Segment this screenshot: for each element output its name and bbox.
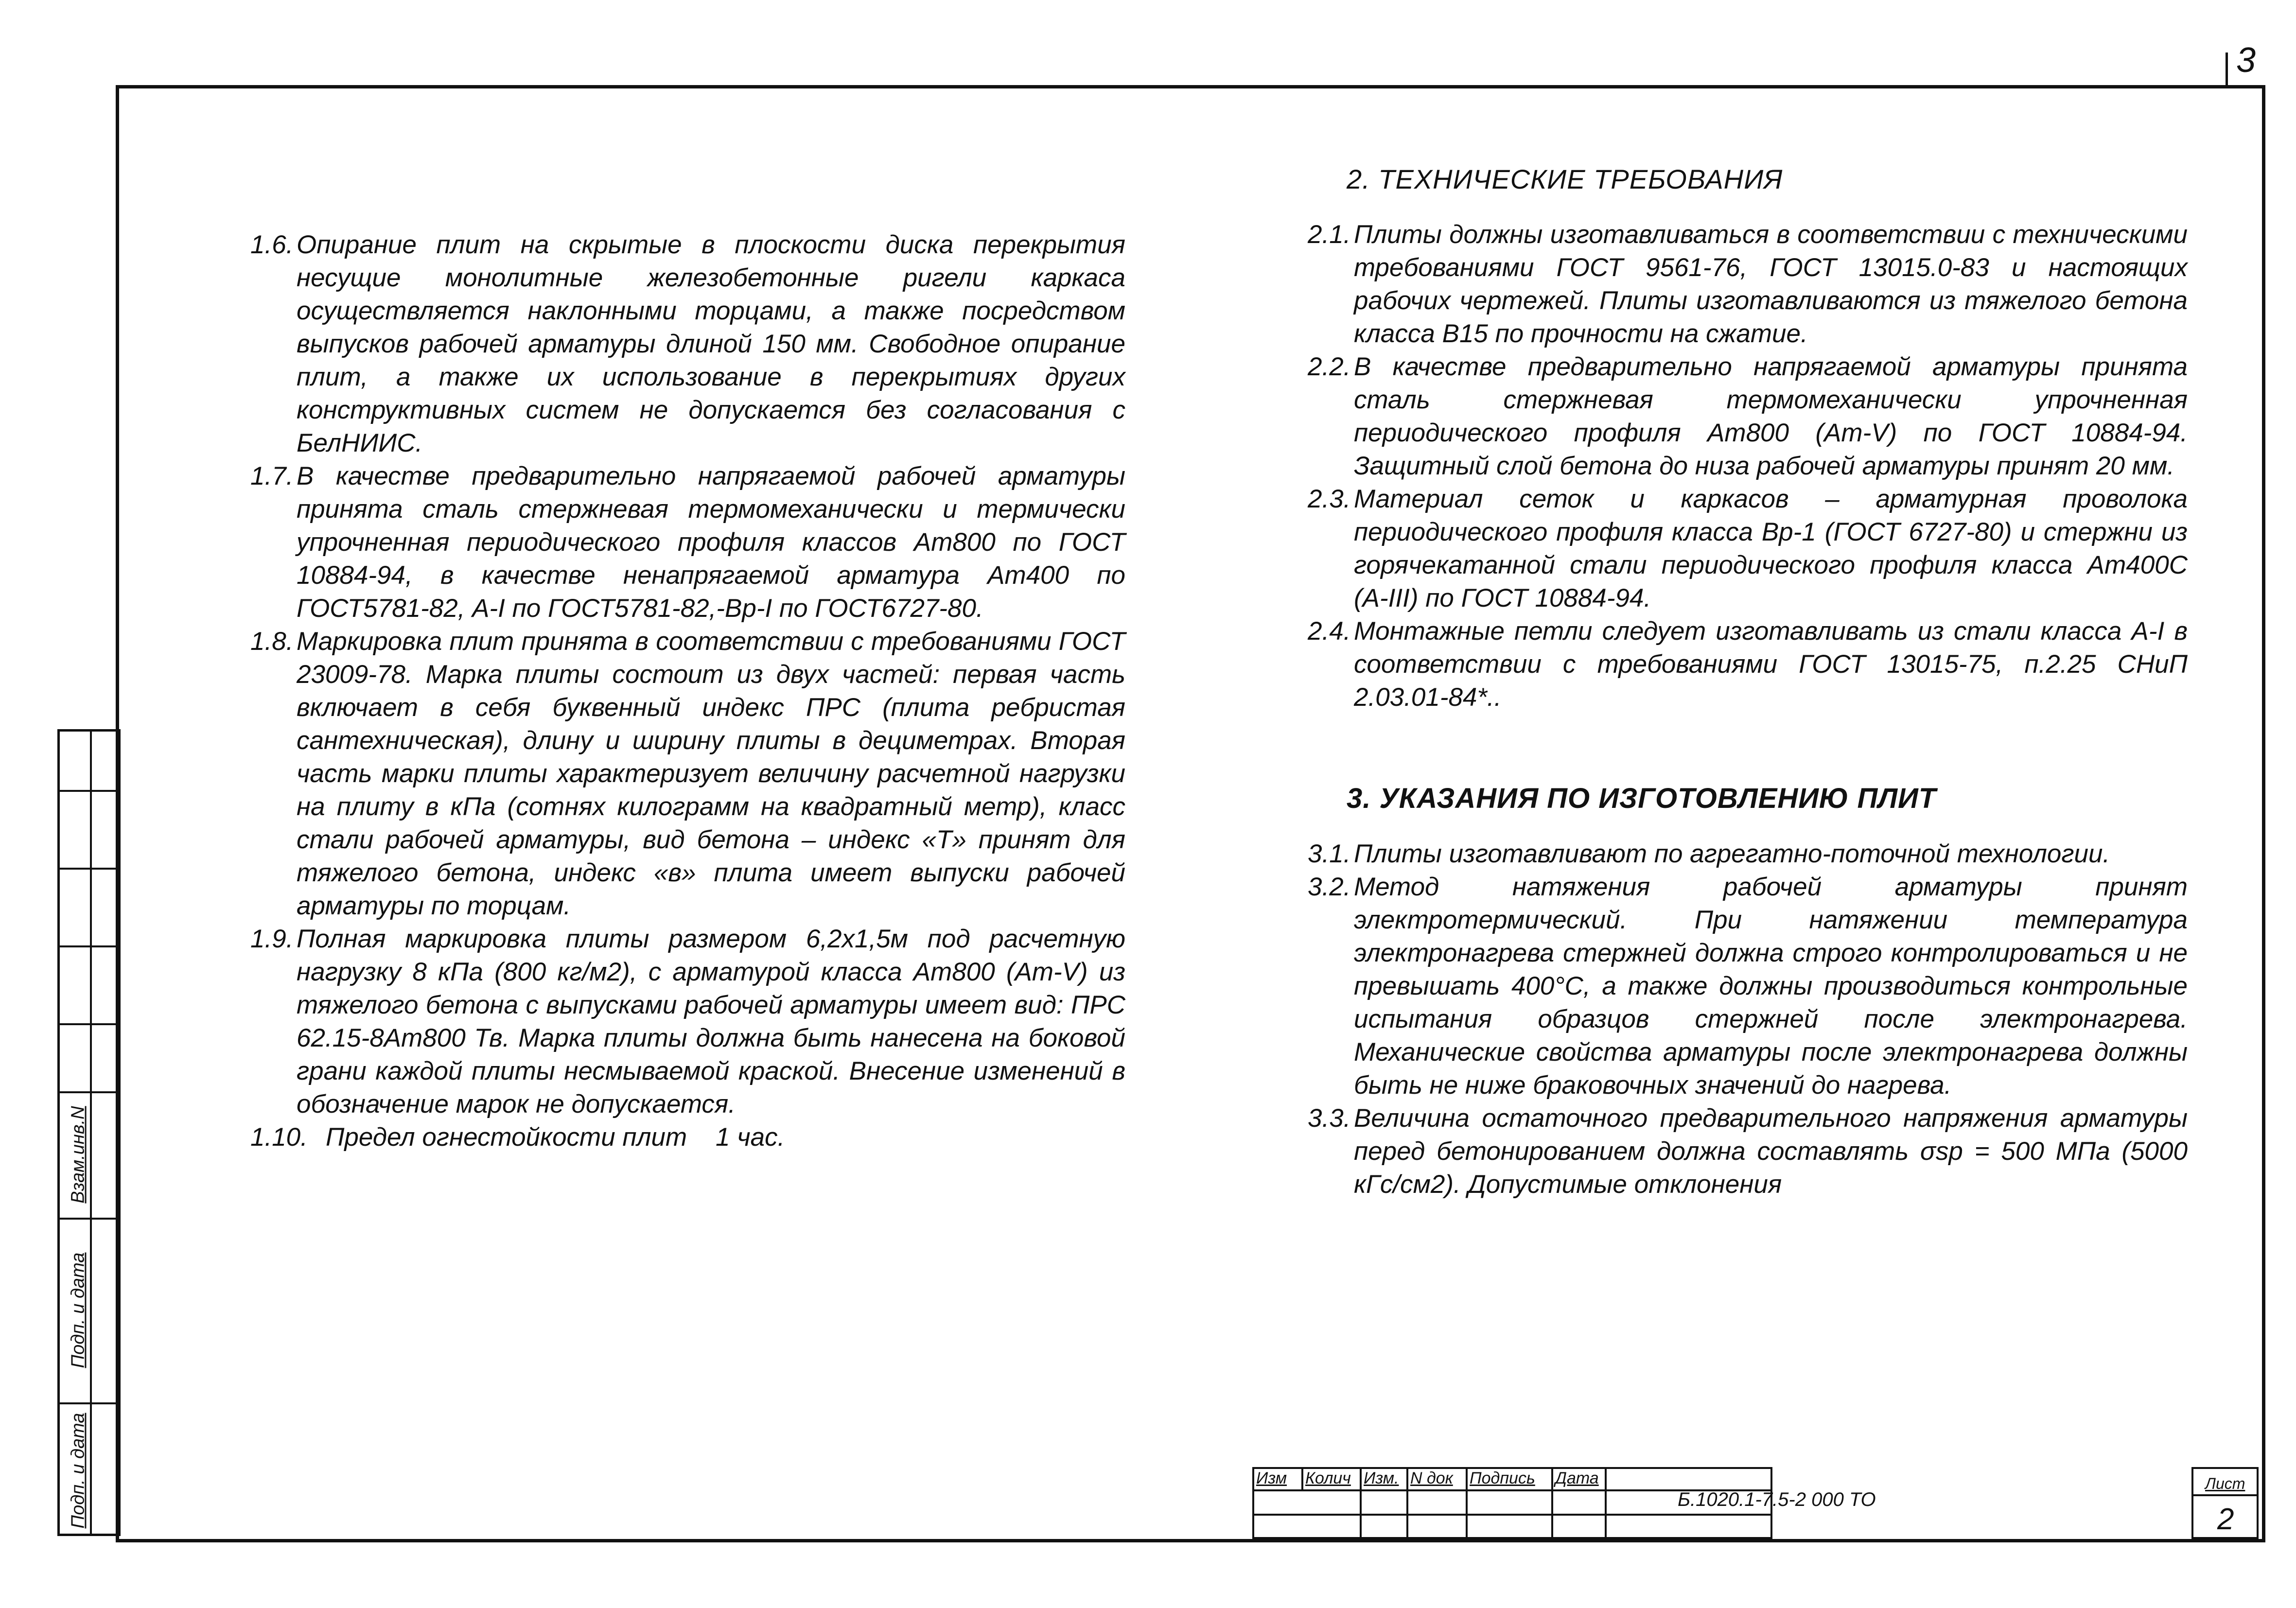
stamp-label: Подп. и дата — [68, 1413, 88, 1528]
section-title: 3. УКАЗАНИЯ ПО ИЗГОТОВЛЕНИЮ ПЛИТ — [1347, 783, 1937, 814]
list-item: 1.8. Маркировка плит принята в соответствии с требованиями ГОСТ 23009-78. Марка плиты состоит из двух частей: первая часть включает в себя буквенный индекс ПРС (плита ребристая сантехническая), длину и ширину плиты в дециметрах. Вторая часть марки плиты характеризует величину расчетной нагрузки на плиту в кПа (сотнях килограмм на квадратный метр), класс стали рабочей арматуры, вид бетона – индекс «Т» принят для тяжелого бетона, индекс «в» плита имеет выпуски рабочей арматуры по торцам. — [250, 627, 1125, 920]
header-izm: Изм — [1252, 1467, 1303, 1491]
header-izm2: Изм. — [1360, 1467, 1408, 1539]
stamp-divider — [60, 1023, 118, 1025]
list-item: 1.6. Опирание плит на скрытые в плоскости диска перекрытия несущие монолитные железобетонные ригели каркаса осуществляется наклонными торцами, а также посредством выпусков рабочей арматуры длиной 150 мм. Свободное опирание плит, а также их использование в перекрытиях других конструктивных систем не допускается без согласования с БелНИИС. — [250, 230, 1125, 457]
corner-rule — [2226, 52, 2228, 87]
list-item: 2.3. Материал сеток и каркасов – арматурная проволока периодического профиля класса Вр-1 (ГОСТ 6727-80) и стержни из горячекатанной стали периодического профиля класса Ат400С (А-III) по ГОСТ 10884-94. — [1308, 485, 2188, 612]
list-item: 1.7. В качестве предварительно напрягаемой рабочей арматуры принята сталь стержневая термомеханически и термически упрочненная периодического профиля классов Aт800 по ГОСТ 10884-94, в качестве ненапрягаемой арматура Aт400 по ГОСТ5781-82, A-I по ГОСТ5781-82,-Bp-I по ГОСТ6727-80. — [250, 462, 1125, 623]
right-column — [1308, 163, 2188, 1201]
corner-page-mark: 3 — [2236, 41, 2256, 80]
stamp-divider — [60, 1402, 118, 1404]
section-title: 2. ТЕХНИЧЕСКИЕ ТРЕБОВАНИЯ — [1347, 164, 1783, 194]
stamp-label: Взам.инв.N — [68, 1105, 88, 1204]
stamp-label: Подп. и дата — [68, 1252, 88, 1368]
list-item: 2.4. Монтажные петли следует изготавливать из стали класса А-I в соответствии с требованиями ГОСТ 13015-75, п.2.25 СНиП 2.03.01-84*.. — [1308, 617, 2188, 712]
list-item: 3.2. Метод натяжения рабочей арматуры принят электротермический. При натяжении температура электронагрева стержней должна строго контролироваться и не превышать 400°С, а также должны производиться контрольные испытания образцов стержней после электронагрева. Механические свойства арматуры после электронагрева должны быть не ниже браковочных значений до нагрева. — [1308, 873, 2188, 1100]
header-ndok: N док — [1406, 1467, 1468, 1539]
stamp-divider — [60, 945, 118, 947]
stamp-divider — [60, 1091, 118, 1093]
header-podpis: Подпись — [1466, 1467, 1553, 1539]
header-kolich: Колич — [1301, 1467, 1362, 1491]
header-data: Дата — [1551, 1467, 1607, 1539]
list-item: 2.2. В качестве предварительно напрягаемой арматуры принята сталь стержневая термомеханически упрочненная периодического профиля Ат800 (Ат-V) по ГОСТ 10884-94. Защитный слой бетона до низа рабочей арматуры принят 20 мм. — [1308, 352, 2188, 480]
list-item: 2.1. Плиты должны изготавливаться в соответствии с техническими требованиями ГОСТ 9561-76, ГОСТ 13015.0-83 и настоящих рабочих чертежей. Плиты изготавливаются из тяжелого бетона класса В15 по прочности на сжатие. — [1308, 220, 2188, 348]
list-item: 3.1. Плиты изготавливают по агрегатно-поточной технологии. — [1308, 839, 2110, 868]
stamp-divider — [60, 868, 118, 870]
document-code: Б.1020.1-7.5-2 000 ТО — [1678, 1489, 1876, 1510]
title-block — [1252, 1467, 2259, 1539]
stamp-divider — [60, 790, 118, 792]
sheet-label: Лист — [2205, 1475, 2245, 1492]
left-column — [250, 228, 1125, 1154]
sheet-number: 2 — [2217, 1503, 2234, 1536]
list-item: 1.10. Предел огнестойкости плит 1 час. — [250, 1123, 785, 1152]
list-item: 3.3. Величина остаточного предварительного напряжения арматуры перед бетонированием должна составлять σsp = 500 МПа (5000 кГс/см2). Допустимые отклонения — [1308, 1104, 2188, 1199]
stamp-divider — [60, 1218, 118, 1220]
margin-stamp — [57, 729, 121, 1536]
list-item: 1.9. Полная маркировка плиты размером 6,2x1,5м под расчетную нагрузку 8 кПа (800 кг/м2), с арматурой класса Aт800 (Aт-V) из тяжелого бетона с выпусками рабочей арматуры имеет вид: ПРС 62.15-8Aт800 Тв. Марка плиты должна быть нанесена на боковой грани каждой плиты несмываемой краской. Внесение изменений в обозначение марок не допускается. — [250, 925, 1125, 1119]
